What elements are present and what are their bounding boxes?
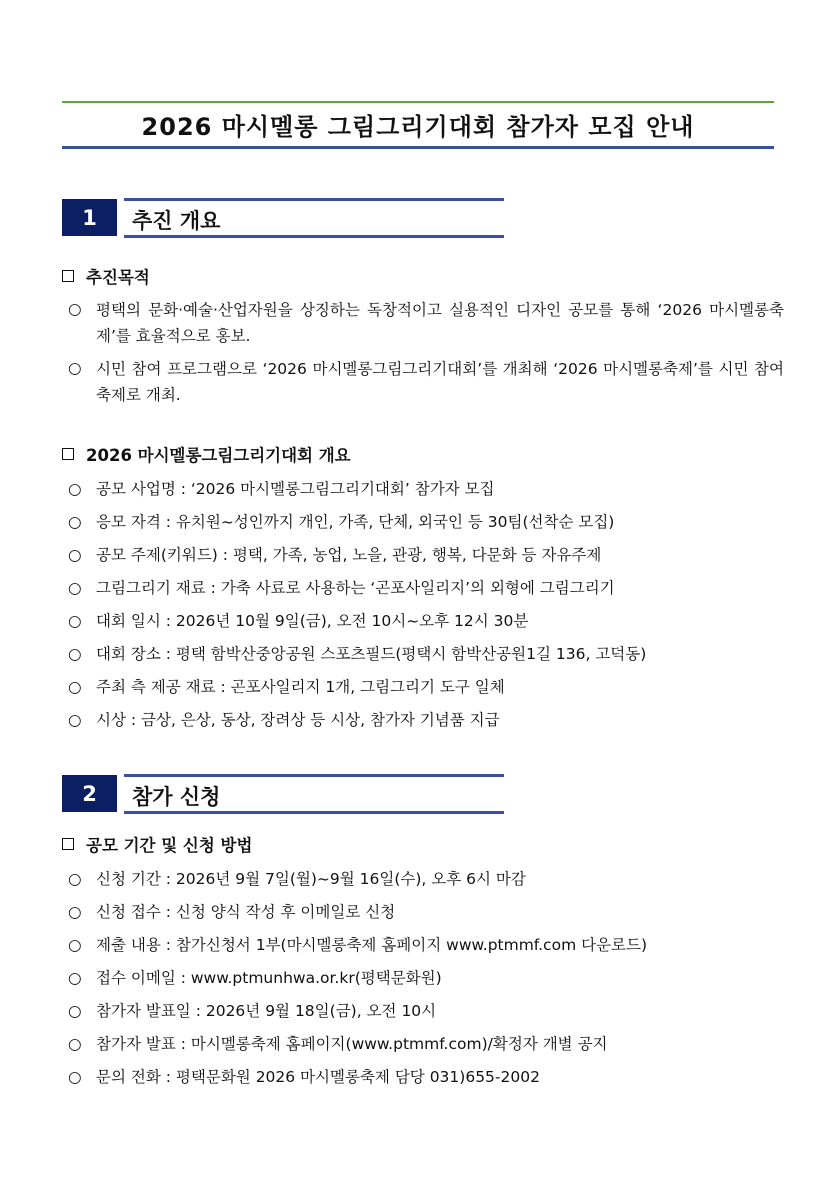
list-item-text: 그림그리기 재료 : 가축 사료로 사용하는 ‘곤포사일리지’의 외형에 그림그리기 (96, 579, 615, 597)
list-item-text: 공모 사업명 : ‘2026 마시멜롱그림그리기대회’ 참가자 모집 (96, 480, 495, 498)
circle-bullet-icon: ○ (68, 678, 82, 696)
section-number: 2 (62, 775, 117, 812)
circle-bullet-icon: ○ (68, 870, 82, 888)
circle-bullet-icon: ○ (68, 480, 82, 498)
square-bullet-icon (62, 838, 74, 850)
subsection-heading-text: 추진목적 (86, 268, 150, 287)
list-item-text: 문의 전화 : 평택문화원 2026 마시멜롱축제 담당 031)655-2002 (96, 1068, 540, 1086)
circle-bullet-icon: ○ (68, 513, 82, 531)
circle-bullet-icon: ○ (68, 359, 82, 377)
list-item-text: 신청 접수 : 신청 양식 작성 후 이메일로 신청 (96, 903, 396, 921)
circle-bullet-icon: ○ (68, 612, 82, 630)
list-item-text: 주최 측 제공 재료 : 곤포사일리지 1개, 그림그리기 도구 일체 (96, 678, 505, 696)
section-title: 참가 신청 (132, 785, 221, 809)
section-number: 1 (62, 199, 117, 236)
list-item-text: 응모 자격 : 유치원~성인까지 개인, 가족, 단체, 외국인 등 30팀(선착순 모집) (96, 513, 615, 531)
list-item-text: 시민 참여 프로그램으로 ‘2026 마시멜롱그림그리기대회’를 개최해 ‘2026 마시멜롱축제’를 시민 참여 축제로 개최. (96, 360, 784, 404)
section-title-bar (124, 774, 504, 814)
circle-bullet-icon: ○ (68, 1068, 82, 1086)
circle-bullet-icon: ○ (68, 579, 82, 597)
title-box (62, 101, 774, 149)
list-item-text: 접수 이메일 : www.ptmunhwa.or.kr(평택문화원) (96, 969, 442, 987)
list-item-text: 신청 기간 : 2026년 9월 7일(월)~9월 16일(수), 오후 6시 마감 (96, 870, 526, 888)
list-item-text: 참가자 발표일 : 2026년 9월 18일(금), 오전 10시 (96, 1002, 437, 1020)
list-item-text: 평택의 문화·예술·산업자원을 상징하는 독창적이고 실용적인 디자인 공모를 통해 ‘2026 마시멜롱축제’를 효율적으로 홍보. (96, 301, 785, 345)
circle-bullet-icon: ○ (68, 300, 82, 318)
page-title: 2026 마시멜롱 그림그리기대회 참가자 모집 안내 (141, 113, 695, 141)
section-title-bar (124, 198, 504, 238)
square-bullet-icon (62, 270, 74, 282)
subsection-heading-text: 공모 기간 및 신청 방법 (86, 836, 253, 855)
circle-bullet-icon: ○ (68, 645, 82, 663)
circle-bullet-icon: ○ (68, 546, 82, 564)
list-item-text: 대회 일시 : 2026년 10월 9일(금), 오전 10시~오후 12시 30분 (96, 612, 529, 630)
section-title: 추진 개요 (132, 209, 221, 233)
circle-bullet-icon: ○ (68, 1002, 82, 1020)
subsection-heading-text: 2026 마시멜롱그림그리기대회 개요 (86, 446, 351, 465)
circle-bullet-icon: ○ (68, 711, 82, 729)
subsection-heading (62, 442, 351, 466)
list-item-text: 참가자 발표 : 마시멜롱축제 홈페이지(www.ptmmf.com)/확정자 개별 공지 (96, 1035, 608, 1053)
list-item-text: 공모 주제(키워드) : 평택, 가족, 농업, 노을, 관광, 행복, 다문화 등 자유주제 (96, 546, 602, 564)
list-item-text: 제출 내용 : 참가신청서 1부(마시멜롱축제 홈페이지 www.ptmmf.com 다운로드) (96, 936, 648, 954)
circle-bullet-icon: ○ (68, 969, 82, 987)
list-item-text: 대회 장소 : 평택 함박산중앙공원 스포츠필드(평택시 함박산공원1길 136, 고덕동) (96, 645, 647, 663)
circle-bullet-icon: ○ (68, 903, 82, 921)
subsection-heading (62, 832, 252, 856)
circle-bullet-icon: ○ (68, 936, 82, 954)
subsection-heading (62, 264, 150, 288)
list-item-text: 시상 : 금상, 은상, 동상, 장려상 등 시상, 참가자 기념품 지급 (96, 711, 500, 729)
circle-bullet-icon: ○ (68, 1035, 82, 1053)
square-bullet-icon (62, 448, 74, 460)
